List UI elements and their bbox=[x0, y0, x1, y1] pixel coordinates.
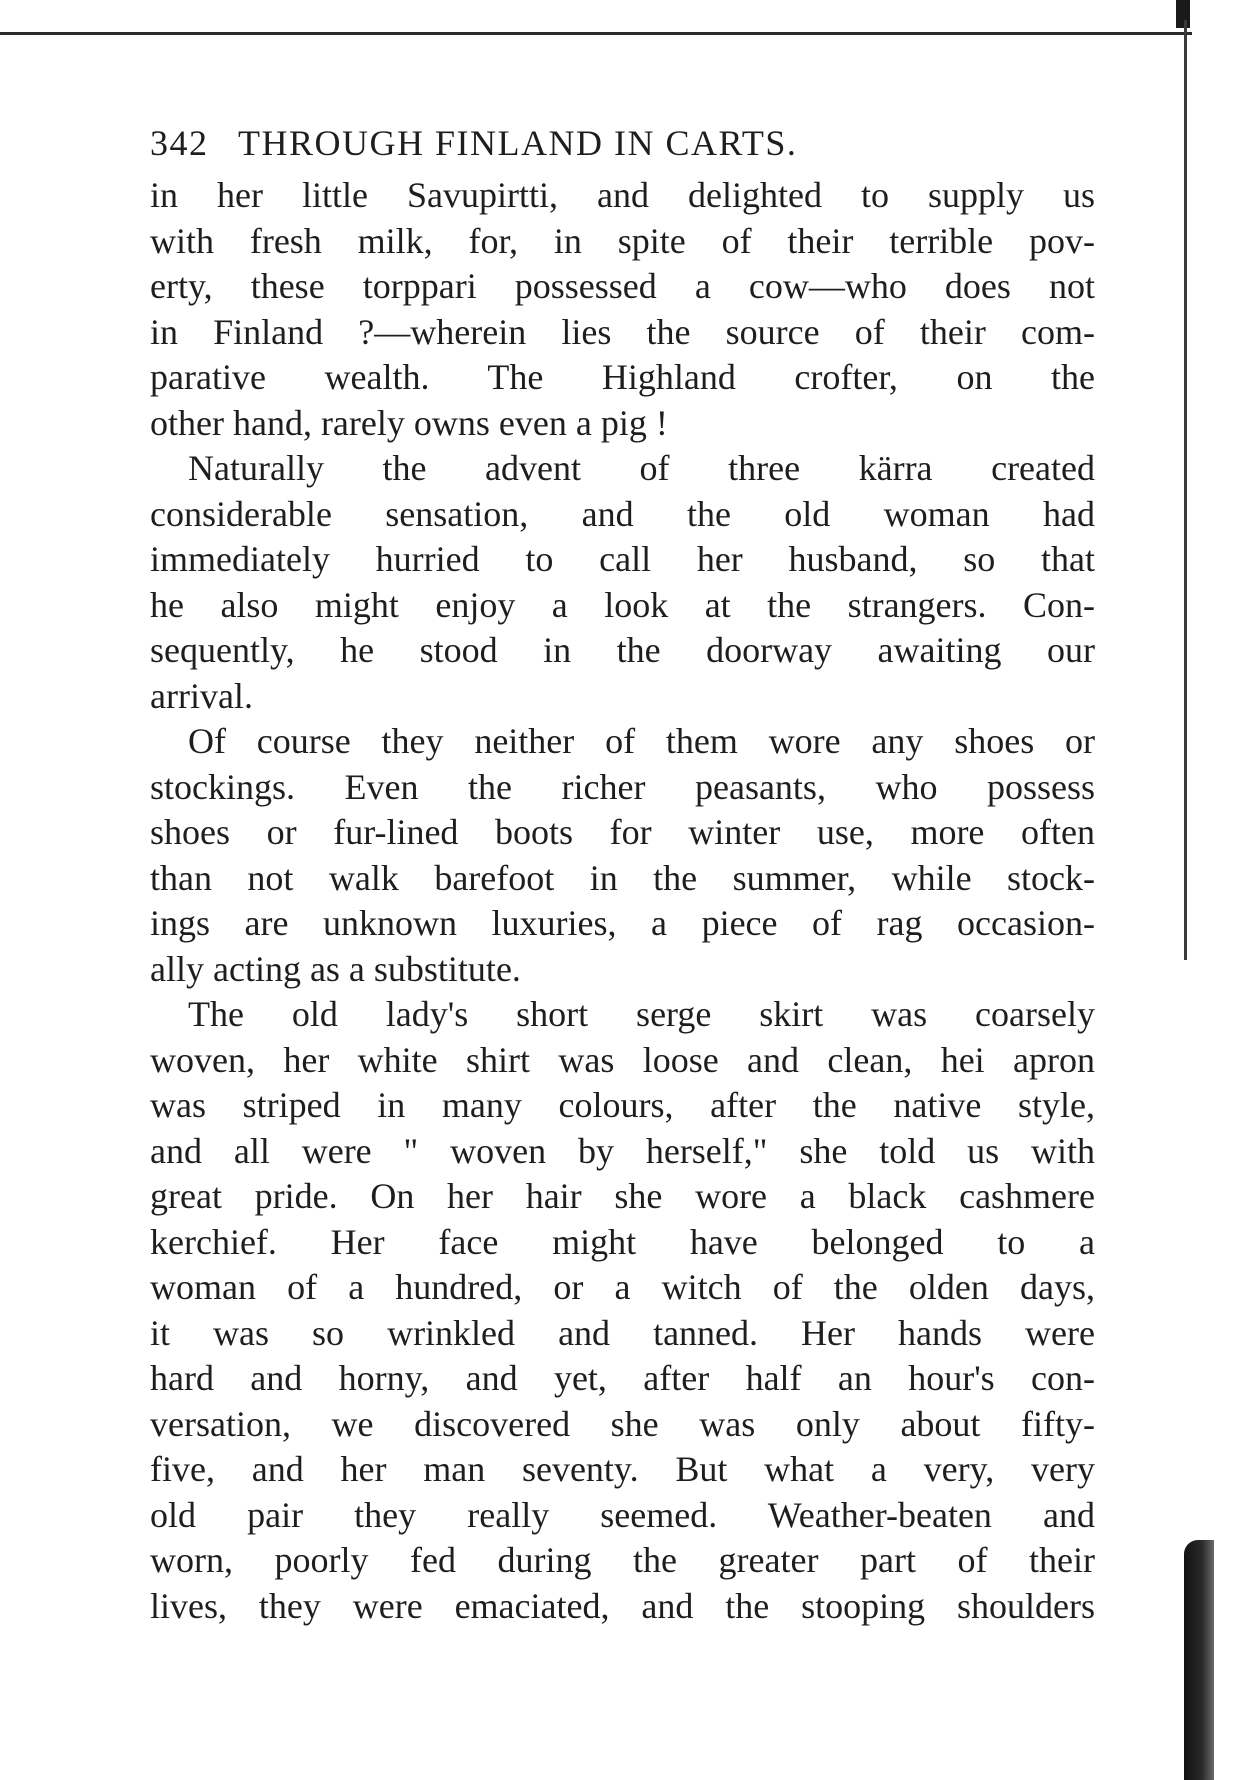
text-line: ings are unknown luxuries, a piece of rag occasion- bbox=[150, 903, 1095, 943]
page-corner-mark bbox=[1176, 0, 1190, 28]
text-line: in Finland ?—wherein lies the source of their com- bbox=[150, 311, 1095, 352]
text-line: hard and horny, and yet, after half an hour's con- bbox=[150, 1358, 1095, 1398]
text-line: than not walk barefoot in the summer, while stock- bbox=[150, 857, 1095, 898]
gutter-line bbox=[1184, 20, 1187, 960]
text-line: Of course they neither of them wore any shoes or bbox=[188, 721, 1095, 761]
text-line: stockings. Even the richer peasants, who possess bbox=[150, 766, 1095, 807]
text-line: erty, these torppari possessed a cow—who does not bbox=[150, 266, 1095, 306]
text-line: other hand, rarely owns even a pig ! bbox=[150, 402, 668, 443]
text-line: immediately hurried to call her husband, so that bbox=[150, 539, 1095, 579]
text-line: considerable sensation, and the old woman had bbox=[150, 493, 1095, 534]
binding-shadow bbox=[1184, 1540, 1214, 1780]
text-line: versation, we discovered she was only about fifty- bbox=[150, 1403, 1095, 1444]
text-line: with fresh milk, for, in spite of their terrible pov- bbox=[150, 220, 1095, 261]
text-line: and all were " woven by herself," she told us with bbox=[150, 1130, 1095, 1171]
text-line: shoes or fur-lined boots for winter use, more often bbox=[150, 812, 1095, 852]
body-text bbox=[150, 173, 1095, 1629]
text-line: he also might enjoy a look at the strangers. Con- bbox=[150, 584, 1095, 625]
text-line: in her little Savupirtti, and delighted to supply us bbox=[150, 175, 1095, 215]
text-line: woven, her white shirt was loose and clean, hei apron bbox=[150, 1039, 1095, 1080]
text-line: The old lady's short serge skirt was coarsely bbox=[188, 994, 1095, 1034]
running-title: THROUGH FINLAND IN CARTS. bbox=[238, 123, 798, 163]
book-page bbox=[150, 113, 1095, 1629]
top-edge-rule bbox=[0, 32, 1192, 35]
text-line: woman of a hundred, or a witch of the olden days, bbox=[150, 1267, 1095, 1307]
text-line: great pride. On her hair she wore a black cashmere bbox=[150, 1176, 1095, 1216]
running-head bbox=[150, 113, 1095, 173]
text-line: Naturally the advent of three kärra created bbox=[188, 448, 1095, 488]
text-line: sequently, he stood in the doorway awaiting our bbox=[150, 630, 1095, 670]
text-line: lives, they were emaciated, and the stooping shoulders bbox=[150, 1585, 1095, 1626]
text-line: it was so wrinkled and tanned. Her hands were bbox=[150, 1312, 1095, 1353]
text-line: arrival. bbox=[150, 675, 253, 716]
page-number: 342 bbox=[150, 123, 209, 163]
page-gutter-edge bbox=[1176, 0, 1237, 1780]
text-line: parative wealth. The Highland crofter, on the bbox=[150, 357, 1095, 397]
text-line: was striped in many colours, after the native style, bbox=[150, 1085, 1095, 1125]
text-line: five, and her man seventy. But what a very, very bbox=[150, 1449, 1095, 1489]
text-line: kerchief. Her face might have belonged to a bbox=[150, 1221, 1095, 1262]
text-line: old pair they really seemed. Weather-beaten and bbox=[150, 1494, 1095, 1535]
text-line: ally acting as a substitute. bbox=[150, 948, 521, 989]
text-line: worn, poorly fed during the greater part of their bbox=[150, 1540, 1095, 1580]
